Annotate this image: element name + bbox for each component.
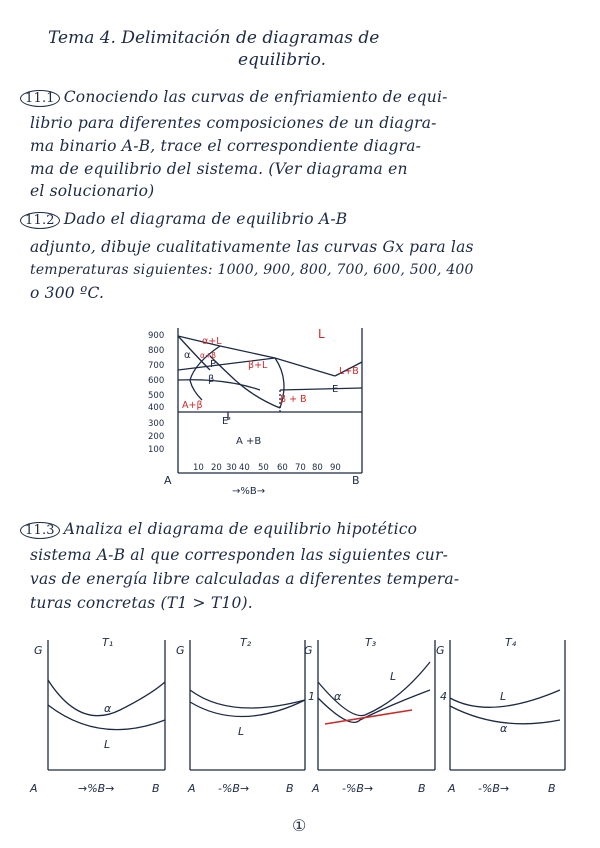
point-P: P bbox=[210, 359, 217, 370]
curve-label: α bbox=[334, 690, 342, 703]
panel-title: T₃ bbox=[365, 636, 377, 649]
exercise-line: el solucionario) bbox=[30, 182, 155, 200]
exercise-line bbox=[20, 88, 448, 107]
exercise-line: librio para diferentes composiciones de un diagra- bbox=[30, 114, 437, 132]
page-title-line2: equilibrio. bbox=[238, 50, 326, 70]
y-tick-label: 700 bbox=[148, 361, 165, 371]
y-tick-label: 300 bbox=[148, 419, 165, 429]
exercise-line: ma binario A-B, trace el correspondiente diagra- bbox=[30, 137, 422, 155]
exercise-line bbox=[20, 520, 417, 539]
axis-label: →%B→ bbox=[78, 782, 115, 795]
phase-diagram bbox=[140, 318, 380, 500]
region-beta-B: β + B bbox=[280, 394, 307, 405]
y-tick-label: 600 bbox=[148, 376, 165, 386]
axis-right: B bbox=[286, 782, 294, 795]
y-tick-label: 100 bbox=[148, 445, 165, 455]
panel-ylabel: G bbox=[436, 644, 445, 657]
x-tick-label: 50 bbox=[258, 463, 269, 473]
x-tick-label: 40 bbox=[239, 463, 250, 473]
exercise-line: turas concretas (T1 > T10). bbox=[30, 594, 253, 612]
x-right-label: B bbox=[352, 474, 360, 487]
axis-left: A bbox=[448, 782, 456, 795]
region-A-B: A +B bbox=[236, 436, 262, 447]
curve-label: α bbox=[104, 702, 112, 715]
exercise-text: Dado el diagrama de equilibrio A-B bbox=[63, 210, 348, 228]
axis-left: A bbox=[312, 782, 320, 795]
panel-T2 bbox=[190, 640, 305, 770]
region-A-beta: A+β bbox=[182, 400, 203, 411]
axis-left: A bbox=[188, 782, 196, 795]
panel-T3 bbox=[318, 640, 435, 770]
exercise-text: Conociendo las curvas de enfriamiento de equi- bbox=[63, 88, 448, 106]
exercise-text: Analiza el diagrama de equilibrio hipotético bbox=[63, 520, 418, 538]
axis-label: -%B→ bbox=[478, 782, 510, 795]
panel-title: T₄ bbox=[505, 636, 517, 649]
axis-label: -%B→ bbox=[218, 782, 250, 795]
panel-title: T₂ bbox=[240, 636, 252, 649]
y-tick-label: 400 bbox=[148, 403, 165, 413]
point-E: E bbox=[332, 384, 339, 395]
region-beta-L: β+L bbox=[248, 360, 268, 371]
axis-left: A bbox=[30, 782, 38, 795]
x-tick-label: 10 bbox=[193, 463, 204, 473]
panel-ylabel: G bbox=[34, 644, 43, 657]
panel-mark: 4 bbox=[440, 690, 447, 703]
y-tick-label: 900 bbox=[148, 331, 165, 341]
axis-right: B bbox=[418, 782, 426, 795]
exercise-number: 11.2 bbox=[20, 212, 60, 229]
y-tick-label: 800 bbox=[148, 346, 165, 356]
page-number: ① bbox=[292, 816, 307, 835]
x-left-label: A bbox=[164, 474, 172, 487]
curve-label: L bbox=[104, 738, 111, 751]
exercise-line: adjunto, dibuje cualitativamente las curvas Gx para las bbox=[30, 238, 474, 256]
axis-label: -%B→ bbox=[342, 782, 374, 795]
eutectic-line bbox=[280, 388, 362, 390]
x-tick-label: 30 bbox=[226, 463, 237, 473]
axis-right: B bbox=[548, 782, 556, 795]
curve-label: L bbox=[238, 725, 245, 738]
beta-boundary-left bbox=[210, 356, 280, 408]
exercise-line: ma de equilibrio del sistema. (Ver diagrama en bbox=[30, 160, 408, 178]
panel-mark: 1 bbox=[308, 690, 315, 703]
x-tick-label: 90 bbox=[330, 463, 341, 473]
axis-right: B bbox=[152, 782, 160, 795]
region-alpha-beta: α+β bbox=[200, 351, 217, 360]
region-alpha-L: α+L bbox=[202, 336, 222, 347]
x-tick-label: 70 bbox=[295, 463, 306, 473]
exercise-line: temperaturas siguientes: 1000, 900, 800, 700, 600, 500, 400 bbox=[30, 262, 474, 278]
panel-ylabel: G bbox=[176, 644, 185, 657]
exercise-number: 11.1 bbox=[20, 90, 60, 107]
x-tick-label: 60 bbox=[277, 463, 288, 473]
exercise-line: vas de energía libre calculadas a diferentes tempera- bbox=[30, 570, 460, 588]
exercise-line bbox=[20, 210, 347, 229]
exercise-line: o 300 ºC. bbox=[30, 284, 105, 302]
x-tick-label: 80 bbox=[312, 463, 323, 473]
x-tick-label: 20 bbox=[211, 463, 222, 473]
page-title: Tema 4. Delimitación de diagramas de bbox=[48, 28, 380, 48]
x-axis-label: →%B→ bbox=[232, 486, 266, 497]
point-E-prime: E' bbox=[222, 416, 232, 427]
curve-label: L bbox=[500, 690, 507, 703]
region-alpha: α bbox=[184, 350, 191, 361]
exercise-number: 11.3 bbox=[20, 522, 60, 539]
region-L: L bbox=[318, 327, 325, 341]
curve-label: α bbox=[500, 722, 508, 735]
panel-ylabel: G bbox=[304, 644, 313, 657]
region-beta: β bbox=[208, 374, 215, 385]
exercise-line: sistema A-B al que corresponden las siguientes cur- bbox=[30, 546, 449, 564]
y-tick-label: 500 bbox=[148, 391, 165, 401]
free-energy-panels bbox=[20, 620, 580, 800]
y-tick-label: 200 bbox=[148, 432, 165, 442]
panel-title: T₁ bbox=[102, 636, 114, 649]
region-L-B: L+B bbox=[339, 366, 359, 377]
panel-T4 bbox=[450, 640, 565, 770]
curve-label: L bbox=[390, 670, 397, 683]
